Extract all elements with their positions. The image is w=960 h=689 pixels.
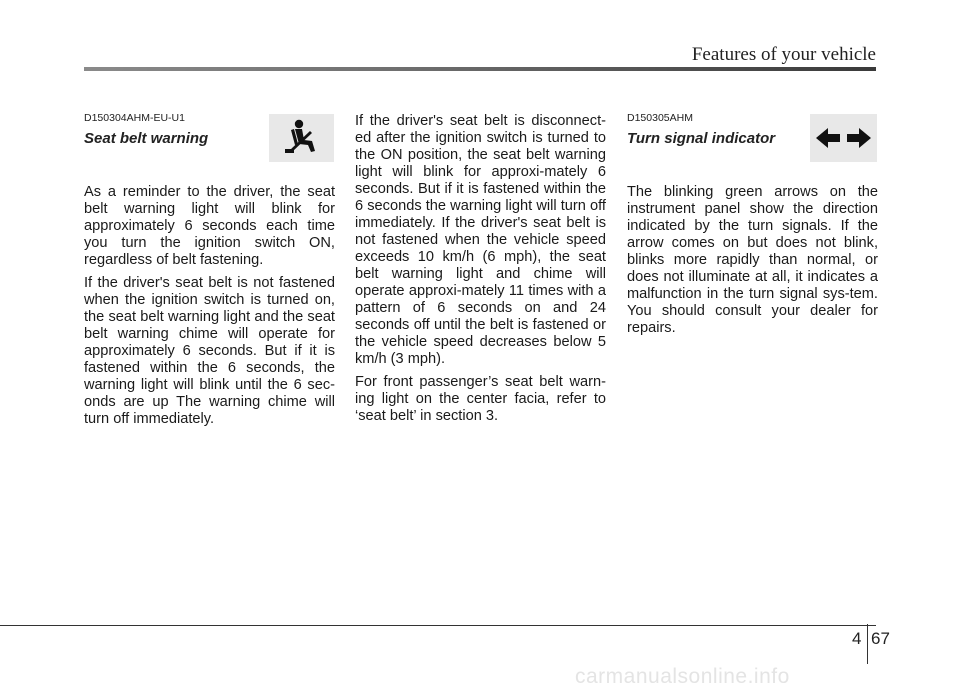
seat-belt-section-continued — [355, 113, 606, 431]
turn-signal-arrows-icon — [810, 114, 877, 162]
section-number: 4 — [852, 629, 862, 648]
page-number-divider — [867, 624, 868, 664]
paragraph: If the driver's seat belt is not fastened when the ignition switch is turned on, the seat belt warning light and the seat belt warning chime will operate for approximately 6 seconds. But if it is fastened within the 6 seconds, the warning light will blink until the 6 sec-onds are up The warning chime will turn off immediately. — [84, 275, 335, 427]
paragraph: If the driver's seat belt is disconnect-ed after the ignition switch is turned to the ON position, the seat belt warning light will blink for approxi-mately 6 seconds. But if it is fastened within the 6 seconds the warning light will turn off immediately. If the driver's seat belt is not fastened when the vehicle speed exceeds 10 km/h (6 mph), the seat belt warning light and chime will operate approxi-mately 11 times with a pattern of 6 seconds on and 24 seconds off until the belt is fastened or the vehicle speed decreases below 5 km/h (3 mph). — [355, 113, 606, 367]
section-code: D150305AHM — [627, 112, 693, 124]
section-code: D150304AHM-EU-U1 — [84, 112, 185, 124]
paragraph: As a reminder to the driver, the seat belt warning light will blink for approximately 6 seconds each time you turn the ignition switch ON, regardless of belt fastening. — [84, 184, 335, 268]
paragraph: For front passenger’s seat belt warn-ing light on the center facia, refer to ‘seat belt’ in section 3. — [355, 374, 606, 424]
watermark: carmanualsonline.info — [575, 665, 790, 688]
seat-belt-warning-icon — [269, 114, 334, 162]
paragraph: The blinking green arrows on the instrument panel show the direction indicated by the turn signals. If the arrow comes on but does not blink, blinks more rapidly than normal, or does not illuminate at all, it indicates a malfunction in the turn signal sys-tem. You should consult your dealer for repairs. — [627, 184, 878, 336]
header-rule — [84, 67, 876, 71]
page-number: 67 — [871, 629, 890, 648]
footer-rule — [0, 625, 876, 626]
section-heading: Seat belt warning — [84, 130, 209, 147]
section-heading: Turn signal indicator — [627, 130, 776, 147]
page-header-title: Features of your vehicle — [691, 44, 876, 65]
